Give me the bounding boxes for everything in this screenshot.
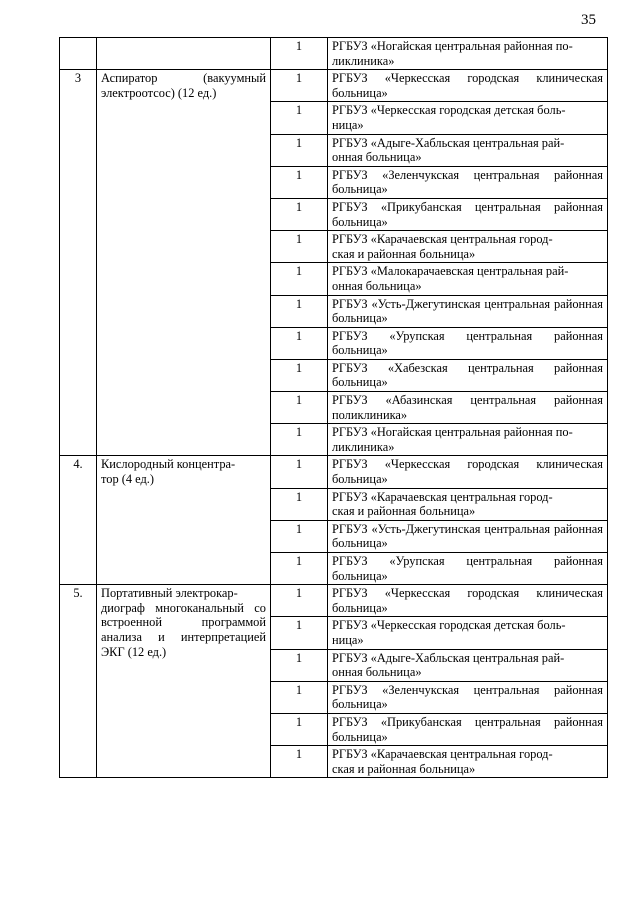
institution-cell: РГБУЗ «Зеленчукская центральная районная больница» <box>328 681 608 713</box>
quantity-cell: 1 <box>271 746 328 778</box>
quantity-cell: 1 <box>271 166 328 198</box>
institution-cell: РГБУЗ «Урупская центральная районная больница» <box>328 327 608 359</box>
quantity-cell: 1 <box>271 681 328 713</box>
equipment-name-cell: Кислородный концентра- тор (4 ед.) <box>97 456 271 585</box>
table-row <box>60 38 608 70</box>
institution-cell: РГБУЗ «Черкесская городская детская боль- ница» <box>328 102 608 134</box>
quantity-cell: 1 <box>271 617 328 649</box>
institution-cell: РГБУЗ «Хабезская центральная районная больница» <box>328 359 608 391</box>
quantity-cell: 1 <box>271 585 328 617</box>
quantity-cell: 1 <box>271 553 328 585</box>
equipment-name-cell: Аспиратор (вакуумный электроотсос) (12 ед.) <box>97 70 271 456</box>
institution-cell: РГБУЗ «Черкесская городская клиническая больница» <box>328 456 608 488</box>
equipment-name-cell <box>97 38 271 70</box>
institution-cell: РГБУЗ «Карачаевская центральная город- ская и районная больница» <box>328 488 608 520</box>
quantity-cell: 1 <box>271 231 328 263</box>
institution-cell: РГБУЗ «Усть-Джегутинская центральная районная больница» <box>328 520 608 552</box>
institution-cell: РГБУЗ «Черкесская городская детская боль- ница» <box>328 617 608 649</box>
institution-cell: РГБУЗ «Ногайская центральная районная по- ликлиника» <box>328 424 608 456</box>
quantity-cell: 1 <box>271 38 328 70</box>
quantity-cell: 1 <box>271 359 328 391</box>
quantity-cell: 1 <box>271 327 328 359</box>
institution-cell: РГБУЗ «Зеленчукская центральная районная больница» <box>328 166 608 198</box>
equipment-name-cell: Портативный электрокар- диограф многоканальный со встроенной программой анализа и интерпретацией ЭКГ (12 ед.) <box>97 585 271 778</box>
quantity-cell: 1 <box>271 263 328 295</box>
institution-cell: РГБУЗ «Карачаевская центральная город- ская и районная больница» <box>328 746 608 778</box>
equipment-distribution-table <box>59 37 608 778</box>
institution-cell: РГБУЗ «Абазинская центральная районная поликлиника» <box>328 392 608 424</box>
item-number-cell <box>60 38 97 70</box>
institution-cell: РГБУЗ «Усть-Джегутинская центральная районная больница» <box>328 295 608 327</box>
institution-cell: РГБУЗ «Адыге-Хабльская центральная рай- онная больница» <box>328 649 608 681</box>
quantity-cell: 1 <box>271 295 328 327</box>
institution-cell: РГБУЗ «Малокарачаевская центральная рай- онная больница» <box>328 263 608 295</box>
item-number-cell: 3 <box>60 70 97 456</box>
institution-cell: РГБУЗ «Прикубанская центральная районная больница» <box>328 198 608 230</box>
quantity-cell: 1 <box>271 488 328 520</box>
institution-cell: РГБУЗ «Урупская центральная районная больница» <box>328 553 608 585</box>
institution-cell: РГБУЗ «Черкесская городская клиническая больница» <box>328 585 608 617</box>
table-body <box>60 38 608 778</box>
institution-cell: РГБУЗ «Адыге-Хабльская центральная рай- онная больница» <box>328 134 608 166</box>
table-row <box>60 456 608 488</box>
quantity-cell: 1 <box>271 134 328 166</box>
quantity-cell: 1 <box>271 198 328 230</box>
quantity-cell: 1 <box>271 102 328 134</box>
institution-cell: РГБУЗ «Черкесская городская клиническая больница» <box>328 70 608 102</box>
table-row <box>60 585 608 617</box>
item-number-cell: 4. <box>60 456 97 585</box>
quantity-cell: 1 <box>271 70 328 102</box>
institution-cell: РГБУЗ «Карачаевская центральная город- ская и районная больница» <box>328 231 608 263</box>
page-number: 35 <box>581 12 596 28</box>
institution-cell: РГБУЗ «Прикубанская центральная районная больница» <box>328 713 608 745</box>
institution-cell: РГБУЗ «Ногайская центральная районная по- ликлиника» <box>328 38 608 70</box>
item-number-cell: 5. <box>60 585 97 778</box>
quantity-cell: 1 <box>271 713 328 745</box>
quantity-cell: 1 <box>271 649 328 681</box>
table-row <box>60 70 608 102</box>
quantity-cell: 1 <box>271 456 328 488</box>
quantity-cell: 1 <box>271 520 328 552</box>
quantity-cell: 1 <box>271 392 328 424</box>
quantity-cell: 1 <box>271 424 328 456</box>
